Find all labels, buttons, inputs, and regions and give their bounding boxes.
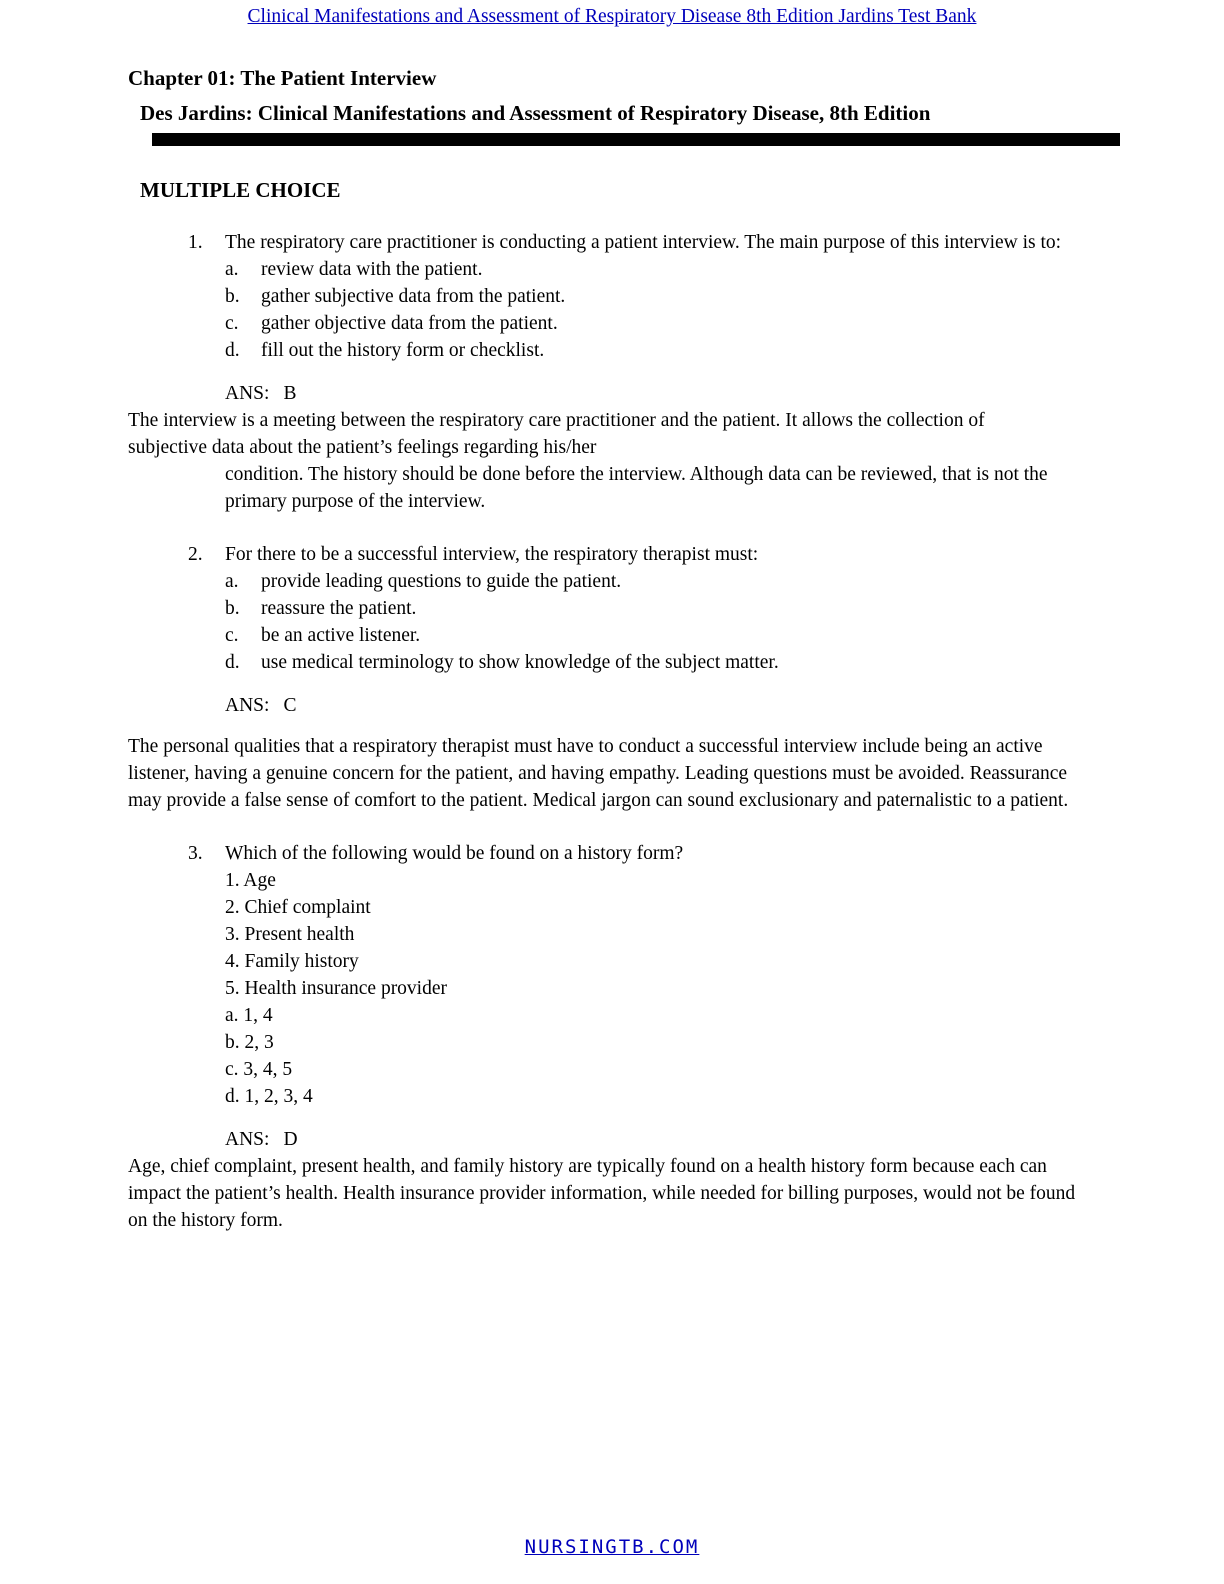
question-number: 2. <box>188 544 203 565</box>
answer-option <box>225 568 1096 595</box>
rationale-text: Age, chief complaint, present health, and family history are typically found on a health history form because each can impact the patient’s health. Health insurance provider information, while needed for billing purposes, would not be found on the history form. <box>128 1156 1076 1231</box>
answer-option: b. 2, 3 <box>225 1032 274 1053</box>
option-text: gather subjective data from the patient. <box>261 286 566 307</box>
answer-option: d. 1, 2, 3, 4 <box>225 1086 313 1107</box>
question-number: 1. <box>188 232 203 253</box>
header <box>0 0 1224 28</box>
question-stem-row <box>188 229 1096 256</box>
answer-label: ANS: <box>225 695 270 716</box>
answer-option <box>225 310 1096 337</box>
answer-label: ANS: <box>225 1129 270 1150</box>
footer <box>0 1536 1224 1558</box>
book-title: Des Jardins: Clinical Manifestations and Assessment of Respiratory Disease, 8th Edition <box>140 101 931 125</box>
answer-line <box>225 380 1096 407</box>
footer-link[interactable]: NURSINGTB.COM <box>524 1536 700 1558</box>
rationale-text: The interview is a meeting between the respiratory care practitioner and the patient. It allows the collection of subjective data about the patient’s feelings regarding his/her <box>128 410 985 458</box>
question-1 <box>128 229 1096 515</box>
answer-value: B <box>283 383 297 404</box>
stem-list-item: 1. Age <box>225 870 276 891</box>
rationale-text: The personal qualities that a respiratory therapist must have to conduct a successful interview include being an active listener, having a genuine concern for the patient, and having empathy. Leading questions must be avoided. Reassurance may provide a false sense of comfort to the patient. Medical jargon can sound exclusionary and paternalistic to a patient. <box>128 736 1069 811</box>
option-letter: c. <box>225 313 239 334</box>
option-text: reassure the patient. <box>261 598 417 619</box>
answer-option <box>225 337 1096 364</box>
option-text: fill out the history form or checklist. <box>261 340 545 361</box>
option-letter: d. <box>225 340 240 361</box>
question-3 <box>128 840 1096 1234</box>
stem-list-item: 3. Present health <box>225 924 355 945</box>
question-2 <box>128 541 1096 814</box>
stem-list-item: 5. Health insurance provider <box>225 978 448 999</box>
answer-value: D <box>283 1129 298 1150</box>
answer-option <box>225 622 1096 649</box>
question-number: 3. <box>188 843 203 864</box>
option-letter: a. <box>225 259 239 280</box>
question-stem: Which of the following would be found on a history form? <box>225 843 684 864</box>
question-stem: For there to be a successful interview, the respiratory therapist must: <box>225 544 759 565</box>
answer-line <box>225 1126 1096 1153</box>
option-text: use medical terminology to show knowledge of the subject matter. <box>261 652 779 673</box>
option-text: review data with the patient. <box>261 259 483 280</box>
option-letter: d. <box>225 652 240 673</box>
stem-list-item: 4. Family history <box>225 951 359 972</box>
chapter-title: Chapter 01: The Patient Interview <box>128 66 437 90</box>
answer-option: c. 3, 4, 5 <box>225 1059 293 1080</box>
answer-option <box>225 256 1096 283</box>
answer-option: a. 1, 4 <box>225 1005 273 1026</box>
option-text: be an active listener. <box>261 625 421 646</box>
answer-option <box>225 283 1096 310</box>
option-letter: c. <box>225 625 239 646</box>
divider-bar <box>152 133 1120 146</box>
section-heading: MULTIPLE CHOICE <box>140 178 341 202</box>
answer-option <box>225 649 1096 676</box>
option-letter: b. <box>225 286 240 307</box>
option-text: provide leading questions to guide the patient. <box>261 571 622 592</box>
answer-value: C <box>283 695 297 716</box>
stem-list-item: 2. Chief complaint <box>225 897 371 918</box>
answer-label: ANS: <box>225 383 270 404</box>
question-stem: The respiratory care practitioner is conducting a patient interview. The main purpose of this interview is to: <box>225 232 1062 253</box>
header-link[interactable]: Clinical Manifestations and Assessment of Respiratory Disease 8th Edition Jardins Test Bank <box>247 6 977 27</box>
question-stem-row <box>188 541 1096 568</box>
answer-line <box>225 692 1096 719</box>
option-letter: a. <box>225 571 239 592</box>
option-letter: b. <box>225 598 240 619</box>
rationale-text-indented: condition. The history should be done before the interview. Although data can be reviewed, that is not the primary purpose of the interview. <box>225 464 1048 512</box>
option-text: gather objective data from the patient. <box>261 313 558 334</box>
document-content <box>0 66 1224 1234</box>
question-stem-row <box>188 840 1096 867</box>
answer-option <box>225 595 1096 622</box>
